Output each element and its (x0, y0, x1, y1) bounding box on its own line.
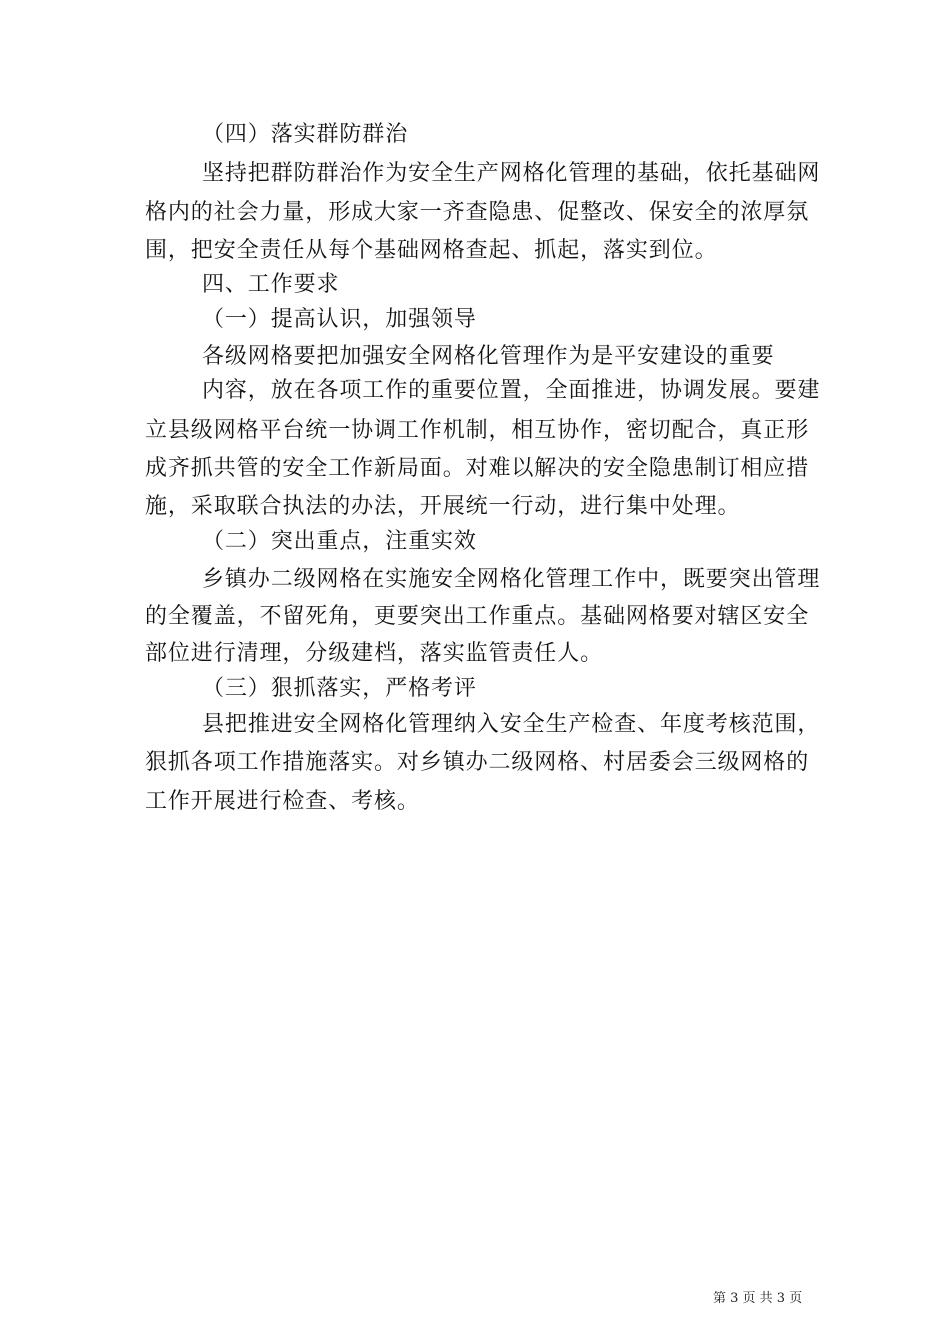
paragraph-line: 格内的社会力量，形成大家一齐查隐患、促整改、保安全的浓厚氛 (145, 200, 810, 225)
paragraph-line: 的全覆盖，不留死角，更要突出工作重点。基础网格要对辖区安全 (145, 604, 810, 629)
paragraph-line: 内容，放在各项工作的重要位置，全面推进，协调发展。要建 (202, 378, 821, 403)
paragraph-line: 坚持把群防群治作为安全生产网格化管理的基础，依托基础网 (202, 161, 821, 186)
paragraph-line: 工作开展进行检查、考核。 (145, 789, 420, 814)
paragraph-line: 狠抓各项工作措施落实。对乡镇办二级网格、村居委会三级网格的 (145, 750, 810, 775)
paragraph-line: 县把推进安全网格化管理纳入安全生产检查、年度考核范围， (202, 712, 821, 737)
subheading-raise-awareness: （一）提高认识，加强领导 (202, 307, 477, 332)
paragraph-line: 部位进行清理，分级建档，落实监管责任人。 (145, 641, 604, 666)
paragraph-line: 各级网格要把加强安全网格化管理作为是平安建设的重要 (202, 344, 775, 369)
subheading-implementation-evaluation: （三）狠抓落实，严格考评 (202, 676, 477, 701)
paragraph-line: 乡镇办二级网格在实施安全网格化管理工作中，既要突出管理 (202, 567, 821, 592)
paragraph-line: 围，把安全责任从每个基础网格查起、抓起，落实到位。 (145, 238, 718, 263)
paragraph-line: 施，采取联合执法的办法，开展统一行动，进行集中处理。 (145, 494, 741, 519)
paragraph-line: 立县级网格平台统一协调工作机制，相互协作，密切配合，真正形 (145, 418, 810, 443)
section-heading-work-requirements: 四、工作要求 (202, 272, 340, 297)
page-number-footer: 第 3 页 共 3 页 (713, 1291, 803, 1306)
subheading-group-prevention: （四）落实群防群治 (202, 122, 409, 147)
paragraph-line: 成齐抓共管的安全工作新局面。对难以解决的安全隐患制订相应措 (145, 456, 810, 481)
subheading-highlight-priorities: （二）突出重点，注重实效 (202, 529, 477, 554)
